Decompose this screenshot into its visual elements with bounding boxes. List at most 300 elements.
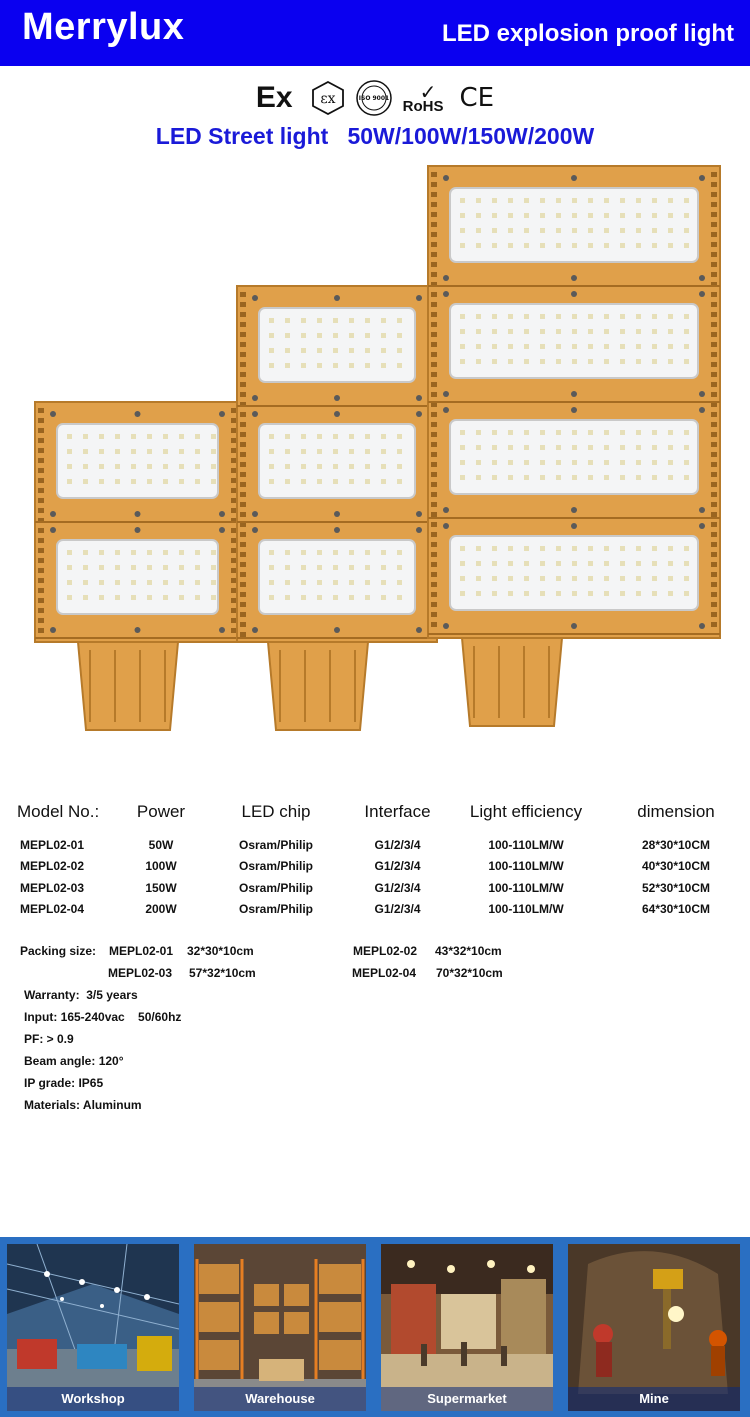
brand-name: Merrylux (22, 6, 185, 48)
cooling-fin (240, 602, 246, 607)
led-chip-dot (476, 228, 481, 233)
cooling-fin (240, 382, 246, 387)
led-chip-dot (269, 449, 274, 454)
cooling-fin (711, 462, 717, 467)
header-tagline: LED explosion proof light (442, 20, 734, 47)
led-chip-dot (524, 344, 529, 349)
led-chip-dot (99, 449, 104, 454)
led-chip-dot (620, 460, 625, 465)
packing-model-1: MEPL02-01 (109, 944, 174, 958)
cooling-fin (240, 612, 246, 617)
materials-text: Materials: Aluminum (24, 1098, 142, 1112)
led-chip-dot (492, 344, 497, 349)
led-chip-dot (572, 475, 577, 480)
led-chip-dot (349, 318, 354, 323)
led-chip-dot (572, 329, 577, 334)
led-chip-dot (83, 464, 88, 469)
led-chip-dot (588, 445, 593, 450)
cooling-fin (431, 442, 437, 447)
led-chip-dot (572, 430, 577, 435)
led-chip-dot (365, 348, 370, 353)
housing-screw (334, 627, 340, 633)
led-chip-dot (317, 479, 322, 484)
certification-row (0, 76, 750, 120)
cooling-fin (38, 428, 44, 433)
led-chip-dot (620, 329, 625, 334)
led-chip-dot (317, 595, 322, 600)
led-chip-dot (397, 580, 402, 585)
led-chip-dot (211, 550, 216, 555)
led-chip-dot (540, 228, 545, 233)
housing-screw (699, 291, 705, 297)
led-chip-dot (163, 479, 168, 484)
led-chip-dot (684, 213, 689, 218)
cooling-fin (240, 342, 246, 347)
cooling-fin (431, 492, 437, 497)
cell-model: MEPL02-02 (20, 859, 85, 874)
housing-screw (443, 175, 449, 181)
led-chip-dot (588, 314, 593, 319)
table-row (0, 899, 750, 921)
led-chip-dot (684, 198, 689, 203)
led-chip-dot (492, 445, 497, 450)
led-chip-dot (684, 561, 689, 566)
housing-screw (443, 407, 449, 413)
cooling-fin (711, 302, 717, 307)
led-chip-dot (492, 243, 497, 248)
led-chip-dot (492, 213, 497, 218)
led-chip-dot (147, 479, 152, 484)
header-power: Power (136, 802, 186, 821)
cell-interface: G1/2/3/4 (374, 880, 421, 895)
led-chip-dot (556, 213, 561, 218)
cooling-fin (431, 352, 437, 357)
led-chip-dot (211, 565, 216, 570)
housing-screw (571, 175, 577, 181)
cooling-fin (38, 468, 44, 473)
cooling-fin (431, 182, 437, 187)
led-chip-dot (365, 595, 370, 600)
cooling-fin (240, 422, 246, 427)
led-chip-dot (317, 580, 322, 585)
cooling-fin (431, 392, 437, 397)
cooling-fin (711, 422, 717, 427)
cooling-fin (431, 172, 437, 177)
cooling-fin (240, 302, 246, 307)
led-chip-dot (492, 546, 497, 551)
cooling-fin (240, 552, 246, 557)
cooling-fin (431, 212, 437, 217)
led-chip-dot (163, 449, 168, 454)
cooling-fin (431, 242, 437, 247)
cooling-fin (38, 628, 44, 633)
led-chip-dot (333, 464, 338, 469)
header-model: Model No.: (17, 802, 100, 821)
led-chip-dot (556, 460, 561, 465)
cooling-fin (240, 292, 246, 297)
led-chip-dot (668, 546, 673, 551)
led-chip-dot (195, 565, 200, 570)
table-row (0, 834, 750, 856)
housing-screw (334, 295, 340, 301)
warehouse-photo-icon (194, 1244, 366, 1411)
housing-screw (443, 507, 449, 513)
led-chip-dot (349, 479, 354, 484)
led-chip-dot (381, 479, 386, 484)
led-chip-dot (604, 561, 609, 566)
led-chip-dot (556, 430, 561, 435)
led-chip-dot (83, 550, 88, 555)
led-chip-dot (588, 228, 593, 233)
led-chip-dot (163, 565, 168, 570)
led-chip-dot (604, 228, 609, 233)
led-chip-dot (301, 464, 306, 469)
led-chip-dot (508, 445, 513, 450)
led-chip-dot (131, 550, 136, 555)
led-chip-dot (115, 580, 120, 585)
led-chip-dot (301, 348, 306, 353)
led-chip-dot (131, 464, 136, 469)
pole-mount-stem (462, 638, 562, 726)
cooling-fin (431, 512, 437, 517)
led-chip-dot (652, 430, 657, 435)
led-chip-dot (381, 550, 386, 555)
housing-screw (252, 527, 258, 533)
led-chip-dot (397, 348, 402, 353)
led-chip-dot (460, 359, 465, 364)
cell-led-chip: Osram/Philip (238, 902, 314, 917)
gallery-label-supermarket: Supermarket (381, 1387, 553, 1411)
led-chip-dot (604, 445, 609, 450)
led-chip-dot (652, 475, 657, 480)
led-chip-dot (317, 318, 322, 323)
led-chip-dot (604, 314, 609, 319)
cooling-fin (240, 482, 246, 487)
led-chip-dot (397, 449, 402, 454)
housing-screw (443, 623, 449, 629)
led-chip-dot (508, 591, 513, 596)
led-chip-dot (269, 333, 274, 338)
cooling-fin (431, 262, 437, 267)
led-chip-dot (620, 430, 625, 435)
led-chip-dot (285, 348, 290, 353)
led-chip-dot (333, 550, 338, 555)
cooling-fin (240, 312, 246, 317)
led-chip-dot (524, 329, 529, 334)
led-chip-dot (381, 348, 386, 353)
cooling-fin (431, 472, 437, 477)
cooling-fin (431, 432, 437, 437)
led-chip-dot (588, 591, 593, 596)
led-chip-dot (195, 449, 200, 454)
led-chip-dot (317, 363, 322, 368)
led-chip-dot (269, 464, 274, 469)
workshop-photo-icon (7, 1244, 179, 1411)
atex-symbol-text: εx (320, 91, 336, 107)
led-chip-dot (460, 475, 465, 480)
gallery-label-warehouse: Warehouse (194, 1387, 366, 1411)
housing-screw (416, 295, 422, 301)
led-chip-dot (572, 460, 577, 465)
led-chip-dot (115, 550, 120, 555)
led-chip-dot (668, 430, 673, 435)
led-chip-dot (163, 434, 168, 439)
led-chip-dot (668, 198, 673, 203)
led-chip-dot (269, 565, 274, 570)
rohs-mark (403, 83, 444, 114)
led-chip-dot (684, 475, 689, 480)
led-chip-dot (147, 434, 152, 439)
led-chip-dot (301, 318, 306, 323)
led-chip-dot (365, 363, 370, 368)
led-chip-dot (540, 445, 545, 450)
cooling-fin (240, 412, 246, 417)
led-chip-dot (381, 580, 386, 585)
cell-model: MEPL02-04 (20, 902, 85, 917)
led-chip-dot (668, 576, 673, 581)
led-chip-dot (684, 591, 689, 596)
led-chip-dot (476, 243, 481, 248)
led-chip-dot (349, 464, 354, 469)
led-chip-dot (476, 430, 481, 435)
led-chip-dot (349, 565, 354, 570)
cooling-fin (240, 532, 246, 537)
rohs-tick-icon: ✓ (419, 81, 437, 104)
cooling-fin (711, 342, 717, 347)
pole-mount-stem (78, 642, 178, 730)
housing-screw (571, 523, 577, 529)
led-chip-dot (476, 460, 481, 465)
led-chip-dot (349, 434, 354, 439)
led-chip-dot (620, 561, 625, 566)
led-chip-dot (195, 434, 200, 439)
led-chip-dot (83, 595, 88, 600)
led-chip-dot (556, 475, 561, 480)
led-chip-dot (131, 565, 136, 570)
cooling-fin (711, 602, 717, 607)
led-chip-dot (460, 576, 465, 581)
led-chip-dot (508, 546, 513, 551)
led-chip-dot (147, 595, 152, 600)
led-chip-dot (668, 213, 673, 218)
led-chip-dot (301, 434, 306, 439)
led-chip-dot (604, 329, 609, 334)
led-chip-dot (67, 434, 72, 439)
ip-grade-text: IP grade: IP65 (24, 1076, 104, 1090)
cooling-fin (38, 418, 44, 423)
housing-screw (443, 391, 449, 397)
led-chip-dot (524, 576, 529, 581)
led-chip-dot (195, 580, 200, 585)
packing-model-4: MEPL02-04 (352, 966, 417, 980)
led-chip-dot (333, 595, 338, 600)
led-chip-dot (684, 460, 689, 465)
cooling-fin (431, 292, 437, 297)
cooling-fin (240, 462, 246, 467)
cell-dimension: 40*30*10CM (641, 859, 711, 874)
cooling-fin (240, 432, 246, 437)
led-chip-dot (131, 595, 136, 600)
led-chip-dot (524, 445, 529, 450)
cell-efficiency: 100-110LM/W (488, 837, 564, 852)
led-chip-dot (636, 198, 641, 203)
led-chip-dot (524, 243, 529, 248)
led-chip-dot (652, 243, 657, 248)
led-chip-dot (397, 434, 402, 439)
led-chip-dot (556, 591, 561, 596)
led-chip-dot (556, 576, 561, 581)
cooling-fin (431, 322, 437, 327)
cell-power: 150W (145, 880, 177, 895)
led-chip-dot (317, 464, 322, 469)
led-chip-dot (524, 561, 529, 566)
led-chip-dot (115, 449, 120, 454)
led-chip-dot (131, 434, 136, 439)
led-chip-dot (365, 434, 370, 439)
led-chip-dot (285, 363, 290, 368)
led-chip-dot (492, 561, 497, 566)
led-chip-dot (684, 359, 689, 364)
cell-led-chip: Osram/Philip (238, 859, 314, 874)
led-chip-dot (540, 243, 545, 248)
led-chip-dot (460, 314, 465, 319)
led-chip-dot (349, 580, 354, 585)
iso-seal-text: ISO 9001 (358, 95, 389, 102)
led-chip-dot (636, 329, 641, 334)
led-chip-dot (636, 460, 641, 465)
led-chip-dot (684, 576, 689, 581)
led-chip-dot (317, 550, 322, 555)
cooling-fin (240, 622, 246, 627)
cooling-fin (431, 462, 437, 467)
street-light-product-image (0, 162, 750, 752)
packing-size-label: Packing size: (20, 944, 97, 958)
led-chip-dot (604, 430, 609, 435)
led-chip-dot (636, 314, 641, 319)
housing-screw (334, 411, 340, 417)
cooling-fin (711, 192, 717, 197)
led-chip-dot (365, 565, 370, 570)
cooling-fin (431, 192, 437, 197)
led-chip-dot (460, 546, 465, 551)
cooling-fin (711, 522, 717, 527)
cooling-fin (431, 532, 437, 537)
led-chip-dot (476, 359, 481, 364)
cell-power: 200W (145, 902, 177, 917)
spec-table-header-row (0, 802, 750, 834)
led-chip-dot (620, 228, 625, 233)
housing-screw (135, 411, 141, 417)
led-chip-dot (301, 333, 306, 338)
led-chip-dot (508, 243, 513, 248)
led-chip-dot (179, 565, 184, 570)
led-chip-dot (460, 228, 465, 233)
led-chip-dot (588, 576, 593, 581)
led-chip-dot (195, 550, 200, 555)
led-chip-dot (460, 243, 465, 248)
led-chip-dot (540, 329, 545, 334)
cooling-fin (431, 252, 437, 257)
led-chip-dot (83, 565, 88, 570)
housing-screw (219, 511, 225, 517)
led-chip-dot (668, 561, 673, 566)
cooling-fin (711, 392, 717, 397)
led-chip-dot (572, 314, 577, 319)
led-chip-dot (588, 359, 593, 364)
spec-table (0, 802, 750, 920)
cooling-fin (711, 472, 717, 477)
led-chip-dot (67, 565, 72, 570)
led-chip-dot (572, 344, 577, 349)
led-chip-dot (620, 576, 625, 581)
led-chip-dot (604, 475, 609, 480)
led-chip-dot (147, 464, 152, 469)
cooling-fin (431, 312, 437, 317)
cooling-fin (711, 362, 717, 367)
led-chip-dot (492, 329, 497, 334)
cooling-fin (38, 408, 44, 413)
cooling-fin (38, 588, 44, 593)
cooling-fin (431, 602, 437, 607)
led-chip-dot (317, 348, 322, 353)
led-chip-dot (269, 595, 274, 600)
housing-screw (416, 395, 422, 401)
led-chip-dot (476, 329, 481, 334)
led-chip-dot (285, 434, 290, 439)
led-chip-dot (179, 595, 184, 600)
led-chip-dot (684, 228, 689, 233)
led-chip-dot (460, 198, 465, 203)
led-chip-dot (397, 479, 402, 484)
led-chip-dot (269, 580, 274, 585)
housing-screw (416, 511, 422, 517)
housing-screw (443, 275, 449, 281)
led-chip-dot (163, 464, 168, 469)
led-chip-dot (476, 475, 481, 480)
led-chip-dot (556, 314, 561, 319)
led-chip-dot (652, 198, 657, 203)
cooling-fin (711, 352, 717, 357)
cooling-fin (431, 542, 437, 547)
led-chip-dot (604, 198, 609, 203)
led-chip-dot (540, 546, 545, 551)
housing-screw (443, 523, 449, 529)
led-chip-dot (211, 434, 216, 439)
cell-interface: G1/2/3/4 (374, 859, 421, 874)
gallery-tile-warehouse (194, 1244, 366, 1411)
led-chip-dot (301, 565, 306, 570)
cell-led-chip: Osram/Philip (238, 880, 314, 895)
cooling-fin (38, 598, 44, 603)
led-chip-dot (492, 430, 497, 435)
led-chip-dot (460, 561, 465, 566)
cooling-fin (711, 532, 717, 537)
led-chip-dot (652, 314, 657, 319)
led-chip-dot (540, 198, 545, 203)
led-chip-dot (652, 228, 657, 233)
led-chip-dot (524, 546, 529, 551)
product-title: LED Street light 50W/100W/150W/200W (155, 123, 595, 149)
led-chip-dot (572, 445, 577, 450)
led-chip-dot (397, 318, 402, 323)
led-chip-dot (572, 243, 577, 248)
cooling-fin (711, 202, 717, 207)
iso-9001-seal-icon (355, 79, 393, 117)
led-chip-dot (381, 333, 386, 338)
led-chip-dot (333, 479, 338, 484)
led-chip-dot (492, 314, 497, 319)
led-chip-dot (476, 314, 481, 319)
